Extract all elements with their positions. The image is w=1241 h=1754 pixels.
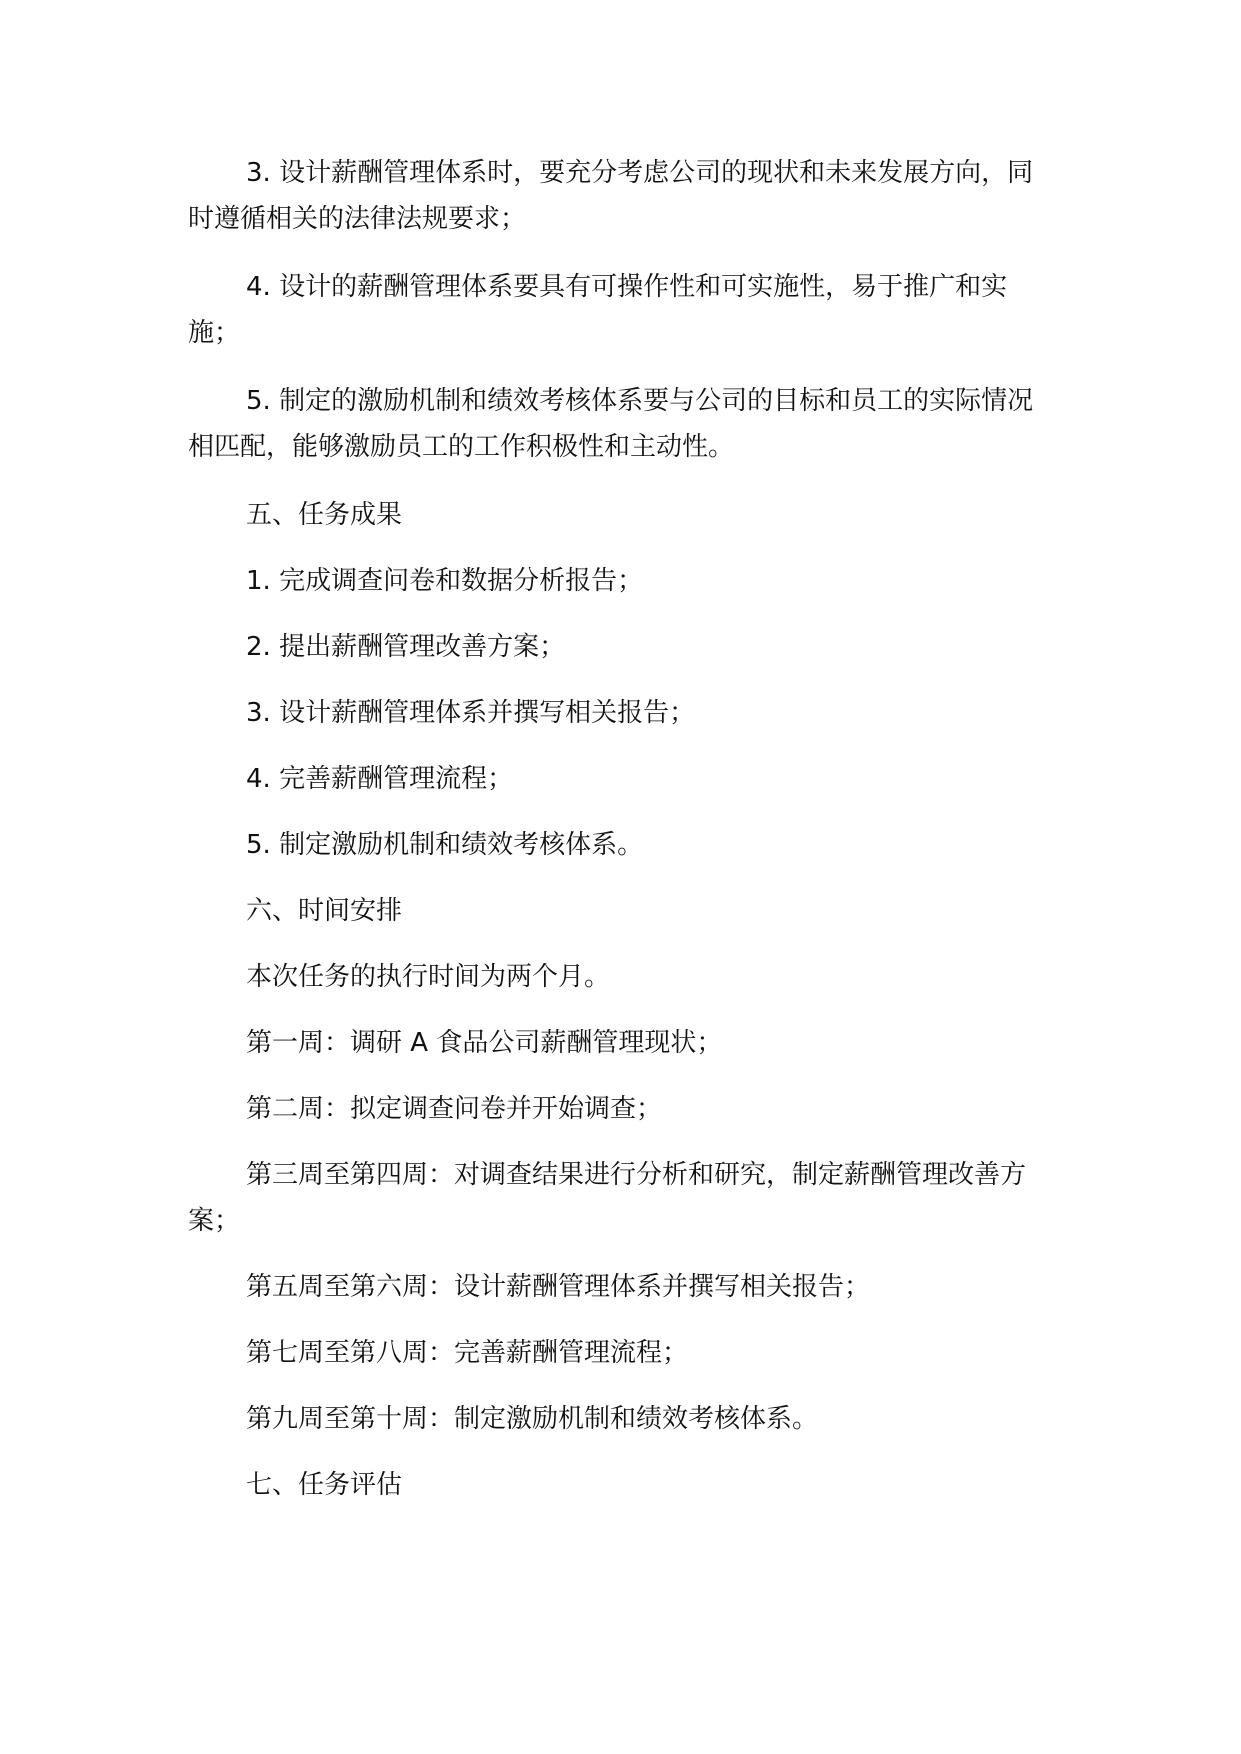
schedule-week-9-10: 第九周至第十周：制定激励机制和绩效考核体系。 [246, 1404, 819, 1434]
result-item-3: 3. 设计薪酬管理体系并撰写相关报告； [246, 698, 696, 728]
section-heading-task-evaluation: 七、任务评估 [246, 1470, 403, 1500]
schedule-week-7-8: 第七周至第八周：完善薪酬管理流程； [246, 1338, 689, 1368]
result-item-4: 4. 完善薪酬管理流程； [246, 764, 514, 794]
schedule-week-5-6: 第五周至第六周：设计薪酬管理体系并撰写相关报告； [246, 1272, 871, 1302]
result-item-2: 2. 提出薪酬管理改善方案； [246, 632, 566, 662]
schedule-week-3-4: 第三周至第四周：对调查结果进行分析和研究，制定薪酬管理改善方案； [188, 1160, 1027, 1236]
requirement-item-3: 3. 设计薪酬管理体系时，要充分考虑公司的现状和未来发展方向，同时遵循相关的法律法规要求； [188, 158, 1034, 234]
section-heading-schedule: 六、时间安排 [246, 896, 403, 926]
result-item-1: 1. 完成调查问卷和数据分析报告； [246, 566, 644, 596]
document-page [188, 150, 1056, 1528]
result-item-5: 5. 制定激励机制和绩效考核体系。 [246, 830, 644, 860]
schedule-summary: 本次任务的执行时间为两个月。 [246, 962, 611, 992]
schedule-week-2: 第二周：拟定调查问卷并开始调查； [246, 1094, 663, 1124]
schedule-week-1: 第一周：调研 A 食品公司薪酬管理现状； [246, 1028, 723, 1058]
requirement-item-5: 5. 制定的激励机制和绩效考核体系要与公司的目标和员工的实际情况相匹配，能够激励员工的工作积极性和主动性。 [188, 386, 1034, 462]
requirement-item-4: 4. 设计的薪酬管理体系要具有可操作性和可实施性，易于推广和实施； [188, 272, 1008, 348]
section-heading-task-results: 五、任务成果 [246, 500, 403, 530]
